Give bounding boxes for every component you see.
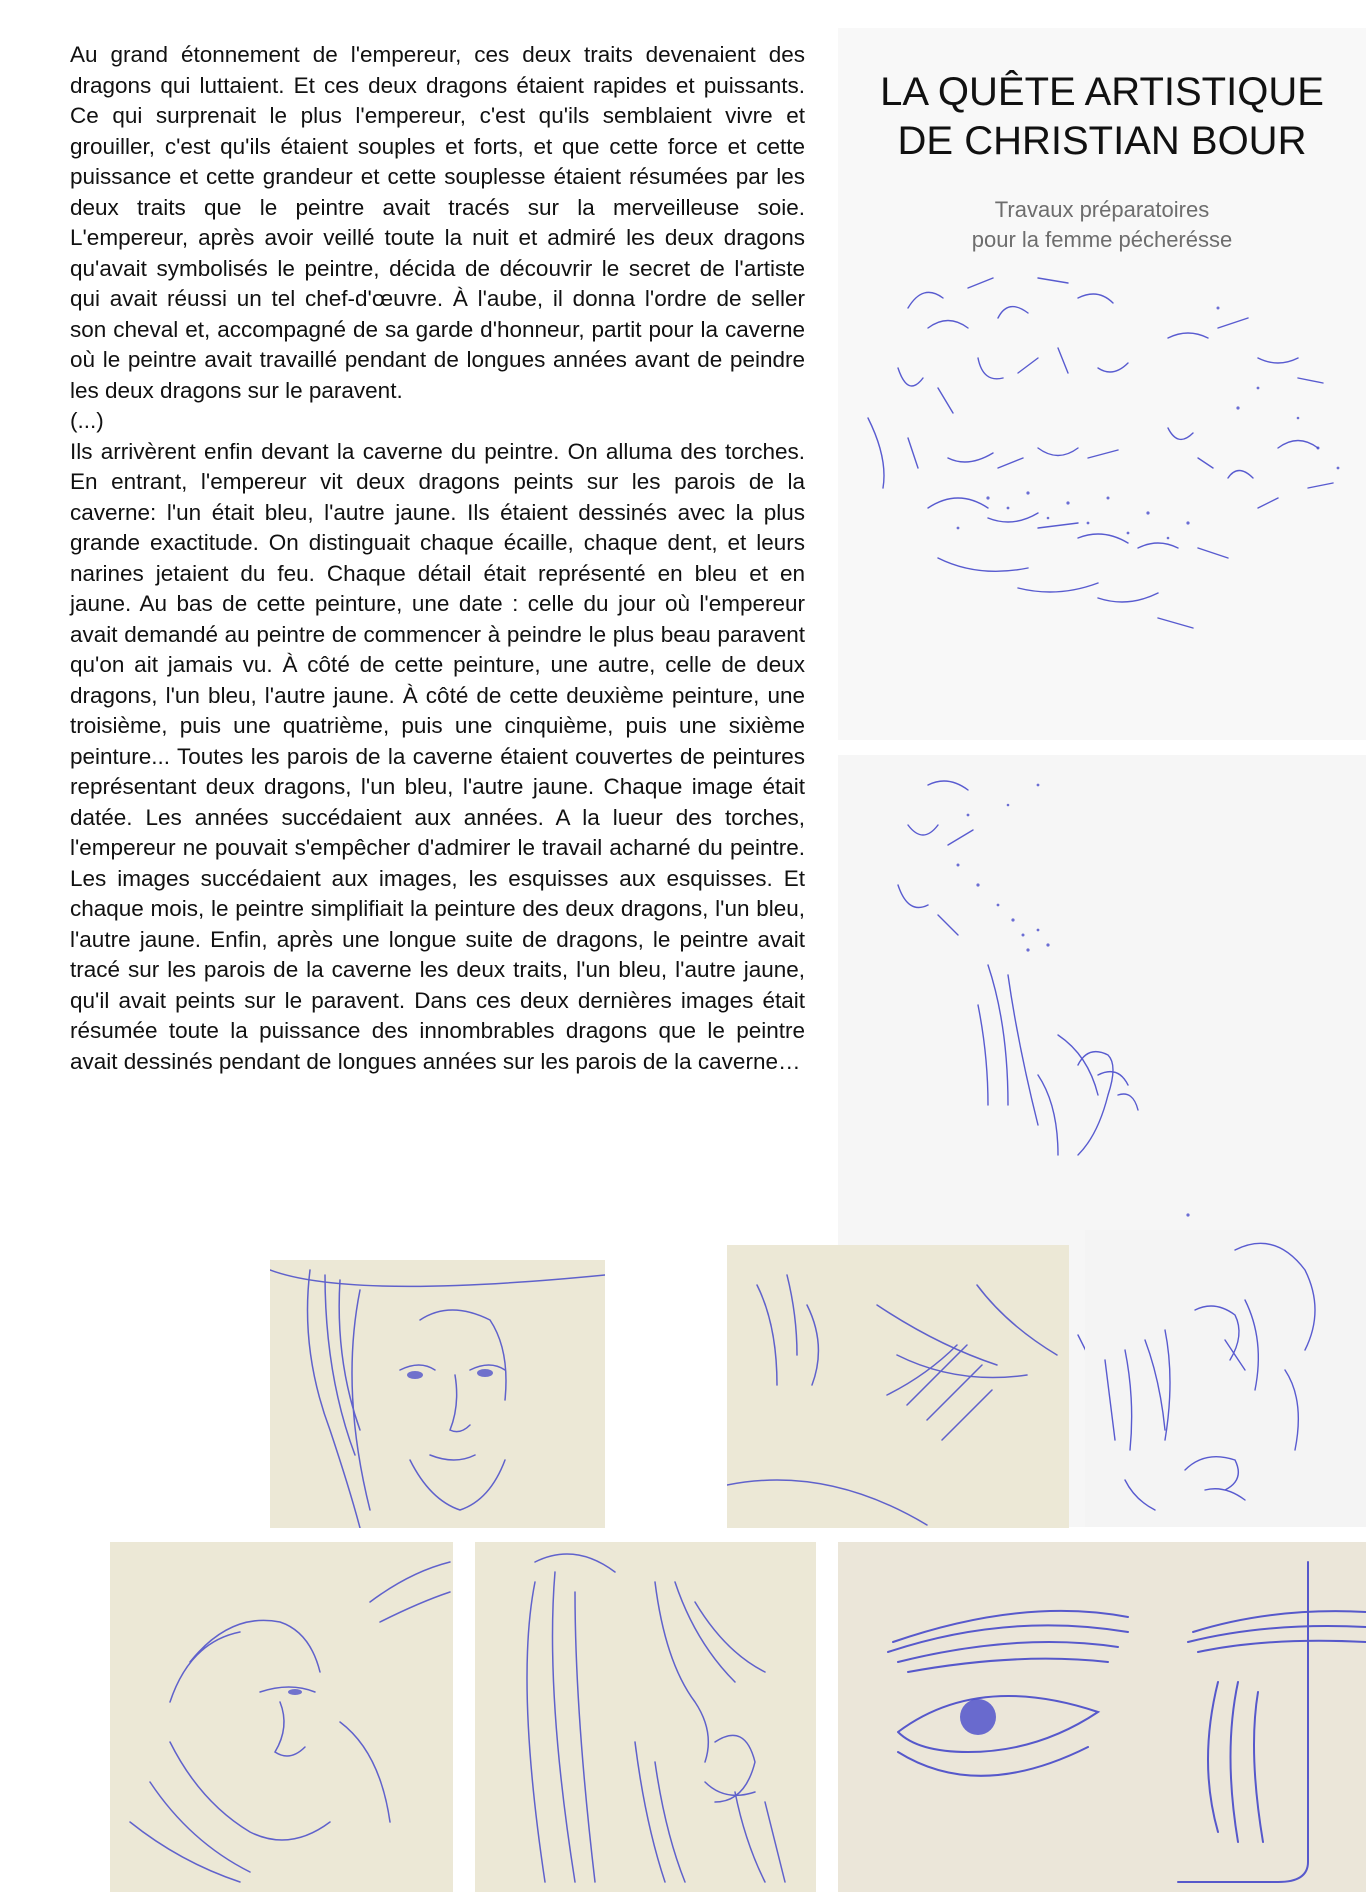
sketch-thumbnail-profile xyxy=(110,1542,453,1892)
subtitle-line-2: pour la femme pécherésse xyxy=(971,227,1233,252)
paragraph-1: Au grand étonnement de l'empereur, ces deux traits devenaient des dragons qui luttaient. Et ces deux dragons étaient rapides et puissants. Ce qui surprenait le plus l'empereur, c'est qu'ils semblaient vivre et grouiller, c'est qu'ils étaient souples et forts, et que cette force et cette puissance et cette grandeur et cette souplesse étaient résumées par les deux traits que le peintre avait tracés sur la merveilleuse soie. L'empereur, après avoir veillé toute la nuit et admiré les deux dragons qu'avait symbolisés le peintre, décida de découvrir le secret de l'artiste qui avait réussi un tel chef-d'œuvre. À l'aube, il donna l'ordre de seller son cheval et, accompagné de sa garde d'honneur, partit pour la caverne où le peintre avait travaillé pendant de longues années avant de peindre les deux dragons sur le paravent. xyxy=(70,42,805,403)
sketch-thumbnail-face xyxy=(270,1260,605,1528)
subtitle xyxy=(838,195,1366,255)
sketch-thumbnail-hand xyxy=(727,1245,1069,1528)
sketch-thumbnail-hair xyxy=(475,1542,816,1892)
sketch-panel-bottom xyxy=(1085,1230,1366,1527)
subtitle-line-1: Travaux préparatoires xyxy=(994,197,1210,222)
page-title-line-2: DE CHRISTIAN BOUR xyxy=(897,119,1307,163)
paragraph-2: Ils arrivèrent enfin devant la caverne du peintre. On alluma des torches. En entrant, l'empereur vit deux dragons peints sur les parois de la caverne: l'un était bleu, l'autre jaune. Ils étaient dessinés avec la plus grande exactitude. On distinguait chaque écaille, chaque dent, et leurs narines jetaient du feu. Chaque détail était représenté en bleu et en jaune. Au bas de cette peinture, une date : celle du jour où l'empereur avait demandé au peintre de commencer à peindre le plus beau paravent qu'on ait jamais vu. À côté de cette peinture, une autre, celle de deux dragons, l'un bleu, l'autre jaune. À côté de cette deuxième peinture, une troisième, puis une quatrième, puis une cinquième, puis une sixième peinture... Toutes les parois de la caverne étaient couvertes de peintures représentant deux dragons, l'un bleu, l'autre jaune. Chaque image était datée. Les années succédaient aux années. A la lueur des torches, l'empereur ne pouvait s'empêcher d'admirer le travail acharné du peintre. Les images succédaient aux images, les esquisses aux esquisses. Et chaque mois, le peintre simplifiait la peinture des deux dragons, l'un bleu, l'autre jaune. Enfin, après une longue suite de dragons, le peintre avait tracé sur les parois de la caverne les deux traits, l'un bleu, l'autre jaune, qu'il avait peints sur le paravent. Dans ces deux dernières images était résumée toute la puissance des innombrables dragons que le peintre avait dessinés pendant de longues années sur les parois de la caverne… xyxy=(70,438,805,1074)
page-title-line-1: LA QUÊTE ARTISTIQUE xyxy=(880,70,1324,114)
sketch-thumbnail-eye xyxy=(838,1542,1366,1892)
page-title xyxy=(838,68,1366,166)
article-text xyxy=(70,40,805,1077)
ellipsis: (...) xyxy=(70,408,104,433)
